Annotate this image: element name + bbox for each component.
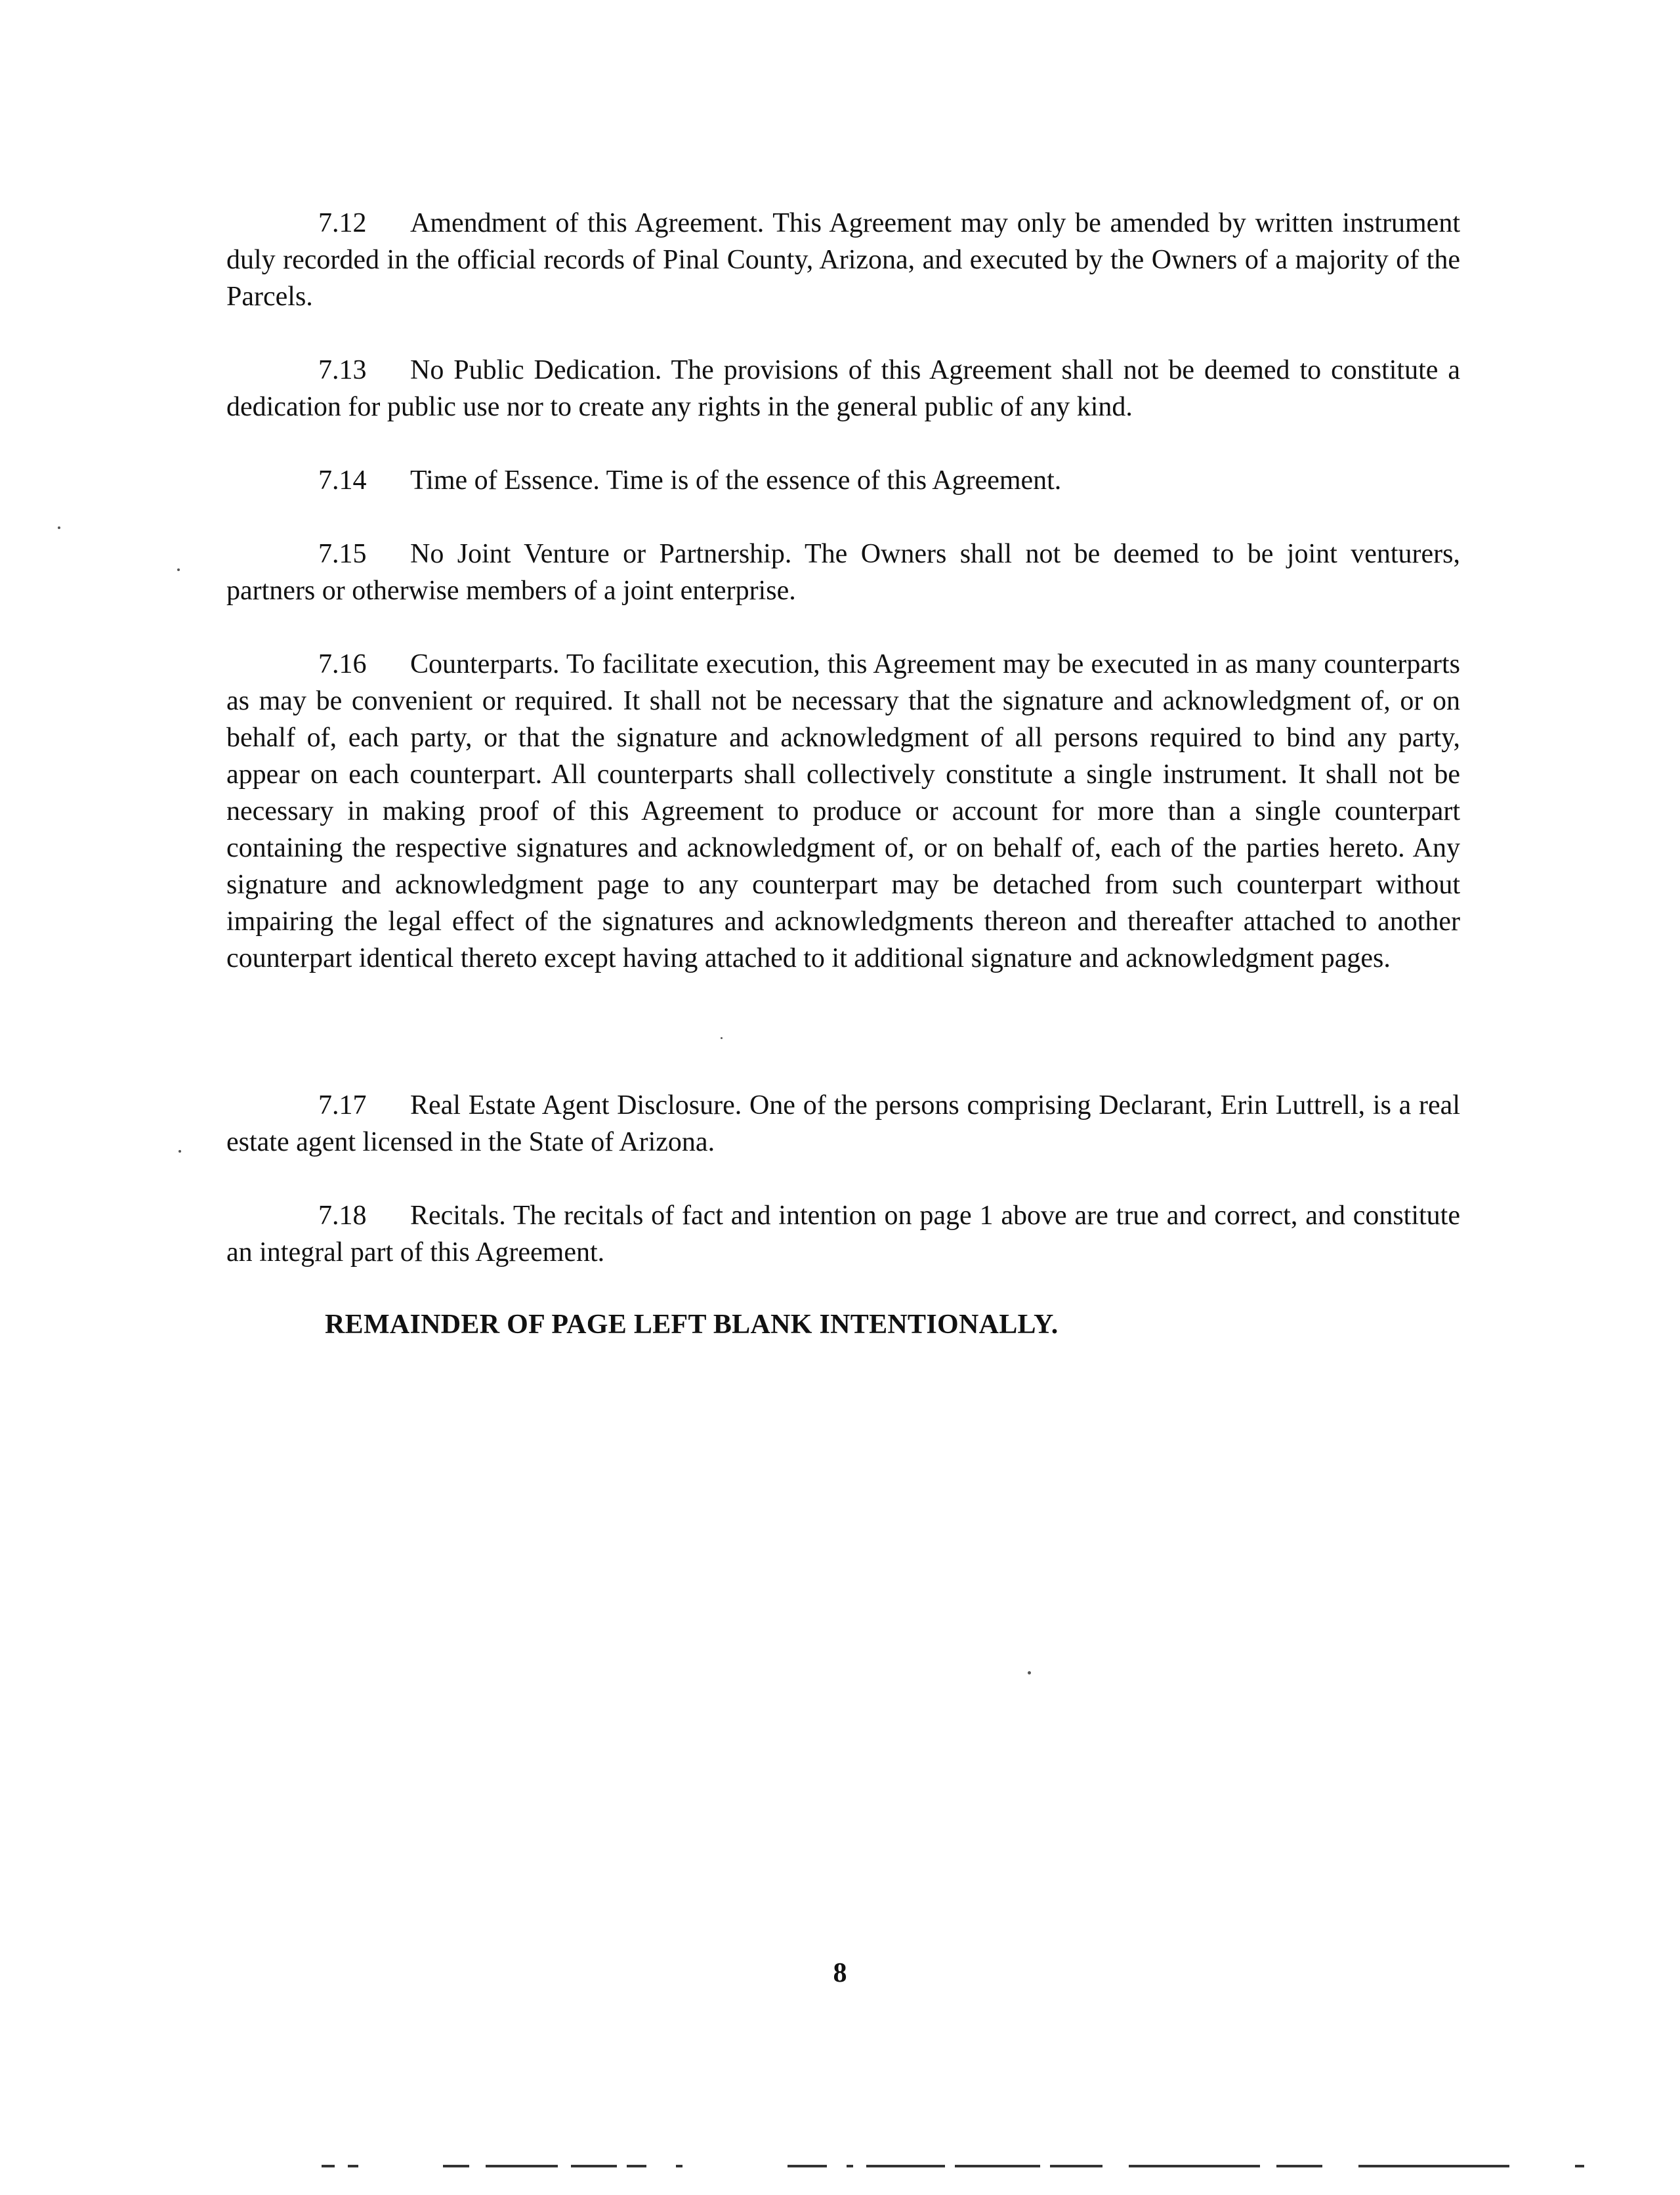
scan-edge-artifact <box>955 2165 1040 2167</box>
section-text: Recitals. The recitals of fact and intention on page 1 above are true and correct, and constitute an integral part of this Agreement. <box>226 1201 1460 1268</box>
scan-edge-artifact <box>627 2165 646 2167</box>
scan-speck <box>177 568 180 571</box>
section-text: No Public Dedication. The provisions of this Agreement shall not be deemed to constitute a dedication for public use nor to create any rights in the general public of any kind. <box>226 355 1460 422</box>
section-number: 7.13 <box>318 355 367 385</box>
scan-edge-artifact <box>571 2165 617 2167</box>
scan-edge-artifact <box>443 2165 469 2167</box>
remainder-notice: REMAINDER OF PAGE LEFT BLANK INTENTIONALLY. <box>325 1310 1059 1340</box>
section-text: Real Estate Agent Disclosure. One of the persons comprising Declarant, Erin Luttrell, is a real estate agent licensed in the State of Arizona. <box>226 1090 1460 1157</box>
section-7-18 <box>226 1197 1460 1271</box>
scan-edge-artifact <box>676 2165 682 2167</box>
scan-edge-artifact <box>1276 2165 1322 2167</box>
scan-edge-artifact <box>1358 2165 1509 2167</box>
section-number: 7.18 <box>318 1201 367 1231</box>
section-7-17 <box>226 1087 1460 1161</box>
section-number: 7.16 <box>318 649 367 679</box>
section-number: 7.17 <box>318 1090 367 1120</box>
section-text: Amendment of this Agreement. This Agreement may only be amended by written instrument duly recorded in the official records of Pinal County, Arizona, and executed by the Owners of a majority of the Parcels. <box>226 208 1460 312</box>
section-text: Time of Essence. Time is of the essence of this Agreement. <box>410 465 1062 496</box>
scan-edge-artifact <box>1129 2165 1260 2167</box>
section-text: No Joint Venture or Partnership. The Owners shall not be deemed to be joint venturers, partners or otherwise members of a joint enterprise. <box>226 539 1460 606</box>
section-7-15 <box>226 536 1460 609</box>
scan-edge-artifact <box>866 2165 945 2167</box>
scan-speck <box>58 526 60 529</box>
scan-edge-artifact <box>847 2165 853 2167</box>
scan-edge-artifact <box>348 2165 358 2167</box>
section-number: 7.12 <box>318 208 367 238</box>
section-text: Counterparts. To facilitate execution, this Agreement may be executed in as many counterparts as may be convenient or required. It shall not be necessary that the signature and acknowledgment of, or on behalf of, each party, or that the signature and acknowledgment of all persons required to bind any party, appear on each counterpart. All counterparts shall collectively constitute a single instrument. It shall not be necessary in making proof of this Agreement to produce or account for more than a single counterpart containing the respective signatures and acknowledgment of, or on behalf of, each of the parties hereto. Any signature and acknowledgment page to any counterpart may be detached from such counterpart without impairing the legal effect of the signatures and acknowledgments thereon and thereafter attached to another counterpart identical thereto except having attached to it additional signature and acknowledgment pages. <box>226 649 1460 973</box>
section-7-14 <box>226 462 1460 499</box>
scan-speck <box>1028 1671 1031 1674</box>
page-number: 8 <box>833 1958 847 1988</box>
section-7-13 <box>226 352 1460 425</box>
scan-edge-artifact <box>788 2165 827 2167</box>
section-7-16 <box>226 646 1460 977</box>
scan-edge-artifact <box>1575 2165 1584 2167</box>
scan-speck <box>721 1037 723 1039</box>
scan-edge-artifact <box>486 2165 558 2167</box>
section-number: 7.14 <box>318 465 367 496</box>
scan-edge-artifact <box>322 2165 335 2167</box>
scan-speck <box>178 1150 181 1153</box>
section-number: 7.15 <box>318 539 367 569</box>
scan-edge-artifact <box>1050 2165 1102 2167</box>
section-7-12 <box>226 205 1460 315</box>
